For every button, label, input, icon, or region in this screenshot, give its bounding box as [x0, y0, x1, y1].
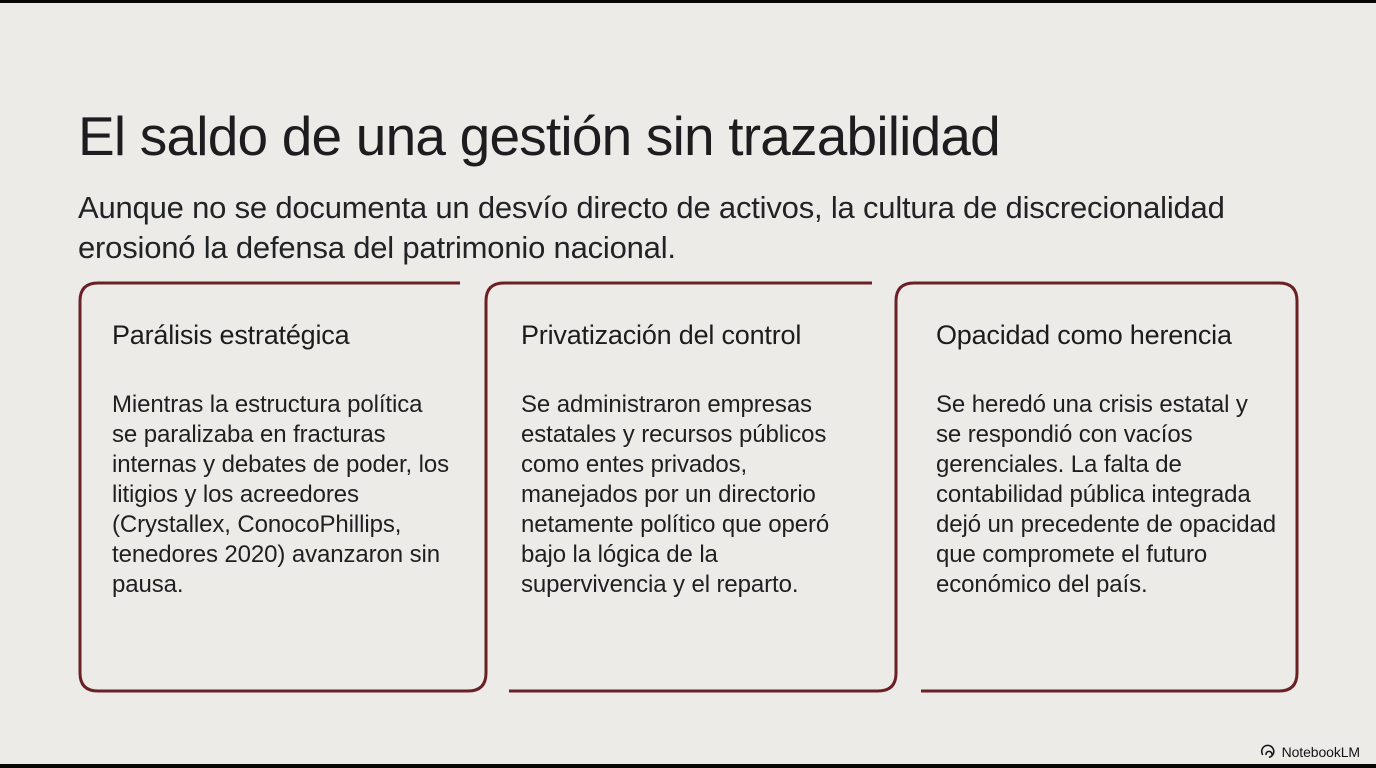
- card-title: Parálisis estratégica: [112, 320, 350, 350]
- slide-subtitle: Aunque no se documenta un desvío directo de activos, la cultura de discrecionalidad erosionó la defensa del patrimonio nacional.: [78, 190, 1225, 265]
- notebooklm-watermark: [1260, 743, 1360, 760]
- letterbox-top: [0, 0, 1376, 3]
- letterbox-bottom: [0, 764, 1376, 768]
- card-body: Mientras la estructura política se paralizaba en fracturas internas y debates de poder, los litigios y los acreedores (Crystallex, ConocoPhillips, tenedores 2020) avanzaron sin pausa.: [112, 391, 450, 598]
- card-title: Opacidad como herencia: [936, 320, 1232, 350]
- card-body: Se administraron empresas estatales y recursos públicos como entes privados, manejados por un directorio netamente político que operó bajo la lógica de la supervivencia y el reparto.: [521, 391, 830, 598]
- card-privatizacion: [521, 318, 869, 600]
- card-opacidad: [936, 318, 1278, 600]
- slide-title: El saldo de una gestión sin trazabilidad: [78, 104, 1000, 167]
- notebooklm-icon: [1260, 743, 1277, 760]
- card-title: Privatización del control: [521, 320, 802, 350]
- notebooklm-label: NotebookLM: [1281, 743, 1360, 760]
- card-paralisis: [112, 318, 450, 600]
- card-body: Se heredó una crisis estatal y se respondió con vacíos gerenciales. La falta de contabilidad pública integrada dejó un precedente de opacidad que compromete el futuro económico del país.: [936, 391, 1276, 598]
